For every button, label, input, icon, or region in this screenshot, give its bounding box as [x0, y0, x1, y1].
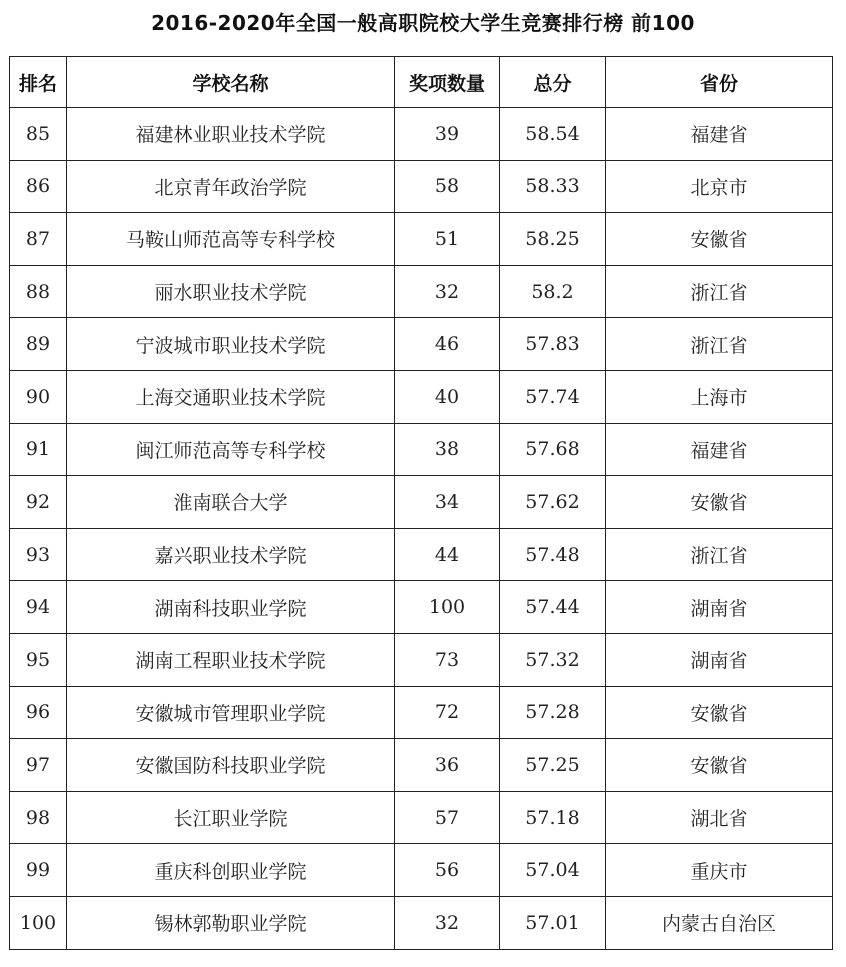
table-row: [10, 739, 833, 792]
cell-awards: 44: [395, 528, 500, 581]
cell-rank: 98: [10, 791, 67, 844]
cell-score: 58.33: [500, 160, 606, 213]
table-row: [10, 686, 833, 739]
cell-province: 湖南省: [606, 633, 833, 686]
cell-rank: 93: [10, 528, 67, 581]
cell-school: 北京青年政治学院: [67, 160, 395, 213]
cell-school: 安徽城市管理职业学院: [67, 686, 395, 739]
cell-score: 57.32: [500, 633, 606, 686]
table-row: [10, 528, 833, 581]
cell-province: 安徽省: [606, 213, 833, 266]
cell-score: 57.48: [500, 528, 606, 581]
table-row: [10, 370, 833, 423]
table-row: [10, 633, 833, 686]
cell-school: 湖南工程职业技术学院: [67, 633, 395, 686]
cell-awards: 36: [395, 739, 500, 792]
cell-rank: 99: [10, 844, 67, 897]
cell-score: 57.62: [500, 476, 606, 529]
cell-province: 浙江省: [606, 265, 833, 318]
cell-rank: 90: [10, 370, 67, 423]
cell-school: 安徽国防科技职业学院: [67, 739, 395, 792]
cell-awards: 73: [395, 633, 500, 686]
cell-score: 57.28: [500, 686, 606, 739]
cell-awards: 58: [395, 160, 500, 213]
cell-province: 福建省: [606, 423, 833, 476]
cell-score: 57.68: [500, 423, 606, 476]
table-row: [10, 476, 833, 529]
cell-awards: 32: [395, 896, 500, 949]
cell-province: 安徽省: [606, 476, 833, 529]
cell-school: 锡林郭勒职业学院: [67, 896, 395, 949]
cell-province: 内蒙古自治区: [606, 896, 833, 949]
header-score: 总分: [500, 57, 606, 108]
cell-score: 57.18: [500, 791, 606, 844]
cell-rank: 91: [10, 423, 67, 476]
cell-awards: 57: [395, 791, 500, 844]
header-awards: 奖项数量: [395, 57, 500, 108]
cell-rank: 100: [10, 896, 67, 949]
cell-school: 马鞍山师范高等专科学校: [67, 213, 395, 266]
cell-province: 重庆市: [606, 844, 833, 897]
cell-school: 上海交通职业技术学院: [67, 370, 395, 423]
cell-rank: 89: [10, 318, 67, 371]
cell-province: 北京市: [606, 160, 833, 213]
cell-rank: 92: [10, 476, 67, 529]
table-row: [10, 791, 833, 844]
cell-province: 湖南省: [606, 581, 833, 634]
cell-score: 57.25: [500, 739, 606, 792]
table-row: [10, 108, 833, 161]
cell-rank: 88: [10, 265, 67, 318]
cell-awards: 72: [395, 686, 500, 739]
ranking-table: [9, 56, 833, 950]
cell-awards: 46: [395, 318, 500, 371]
cell-awards: 38: [395, 423, 500, 476]
cell-rank: 85: [10, 108, 67, 161]
cell-province: 福建省: [606, 108, 833, 161]
cell-score: 57.01: [500, 896, 606, 949]
cell-score: 57.83: [500, 318, 606, 371]
table-row: [10, 423, 833, 476]
cell-province: 浙江省: [606, 528, 833, 581]
cell-awards: 56: [395, 844, 500, 897]
cell-rank: 87: [10, 213, 67, 266]
table-row: [10, 581, 833, 634]
cell-rank: 86: [10, 160, 67, 213]
table-row: [10, 896, 833, 949]
cell-school: 宁波城市职业技术学院: [67, 318, 395, 371]
cell-school: 福建林业职业技术学院: [67, 108, 395, 161]
cell-school: 淮南联合大学: [67, 476, 395, 529]
cell-awards: 32: [395, 265, 500, 318]
cell-school: 长江职业学院: [67, 791, 395, 844]
cell-score: 58.2: [500, 265, 606, 318]
cell-school: 闽江师范高等专科学校: [67, 423, 395, 476]
cell-awards: 39: [395, 108, 500, 161]
table-row: [10, 844, 833, 897]
cell-province: 上海市: [606, 370, 833, 423]
cell-school: 嘉兴职业技术学院: [67, 528, 395, 581]
cell-rank: 94: [10, 581, 67, 634]
cell-province: 浙江省: [606, 318, 833, 371]
header-rank: 排名: [10, 57, 67, 108]
cell-rank: 97: [10, 739, 67, 792]
header-province: 省份: [606, 57, 833, 108]
table-row: [10, 265, 833, 318]
table-row: [10, 318, 833, 371]
cell-province: 安徽省: [606, 739, 833, 792]
cell-school: 丽水职业技术学院: [67, 265, 395, 318]
cell-score: 57.04: [500, 844, 606, 897]
page-title: 2016-2020年全国一般高职院校大学生竞赛排行榜 前100: [151, 11, 695, 35]
cell-awards: 100: [395, 581, 500, 634]
cell-province: 安徽省: [606, 686, 833, 739]
table-row: [10, 213, 833, 266]
cell-province: 湖北省: [606, 791, 833, 844]
cell-rank: 96: [10, 686, 67, 739]
cell-rank: 95: [10, 633, 67, 686]
table-header-row: [10, 57, 833, 108]
cell-score: 57.44: [500, 581, 606, 634]
cell-score: 58.25: [500, 213, 606, 266]
cell-score: 57.74: [500, 370, 606, 423]
cell-awards: 34: [395, 476, 500, 529]
cell-score: 58.54: [500, 108, 606, 161]
header-school: 学校名称: [67, 57, 395, 108]
table-body: [10, 108, 833, 950]
cell-awards: 51: [395, 213, 500, 266]
cell-school: 湖南科技职业学院: [67, 581, 395, 634]
cell-awards: 40: [395, 370, 500, 423]
cell-school: 重庆科创职业学院: [67, 844, 395, 897]
table-row: [10, 160, 833, 213]
